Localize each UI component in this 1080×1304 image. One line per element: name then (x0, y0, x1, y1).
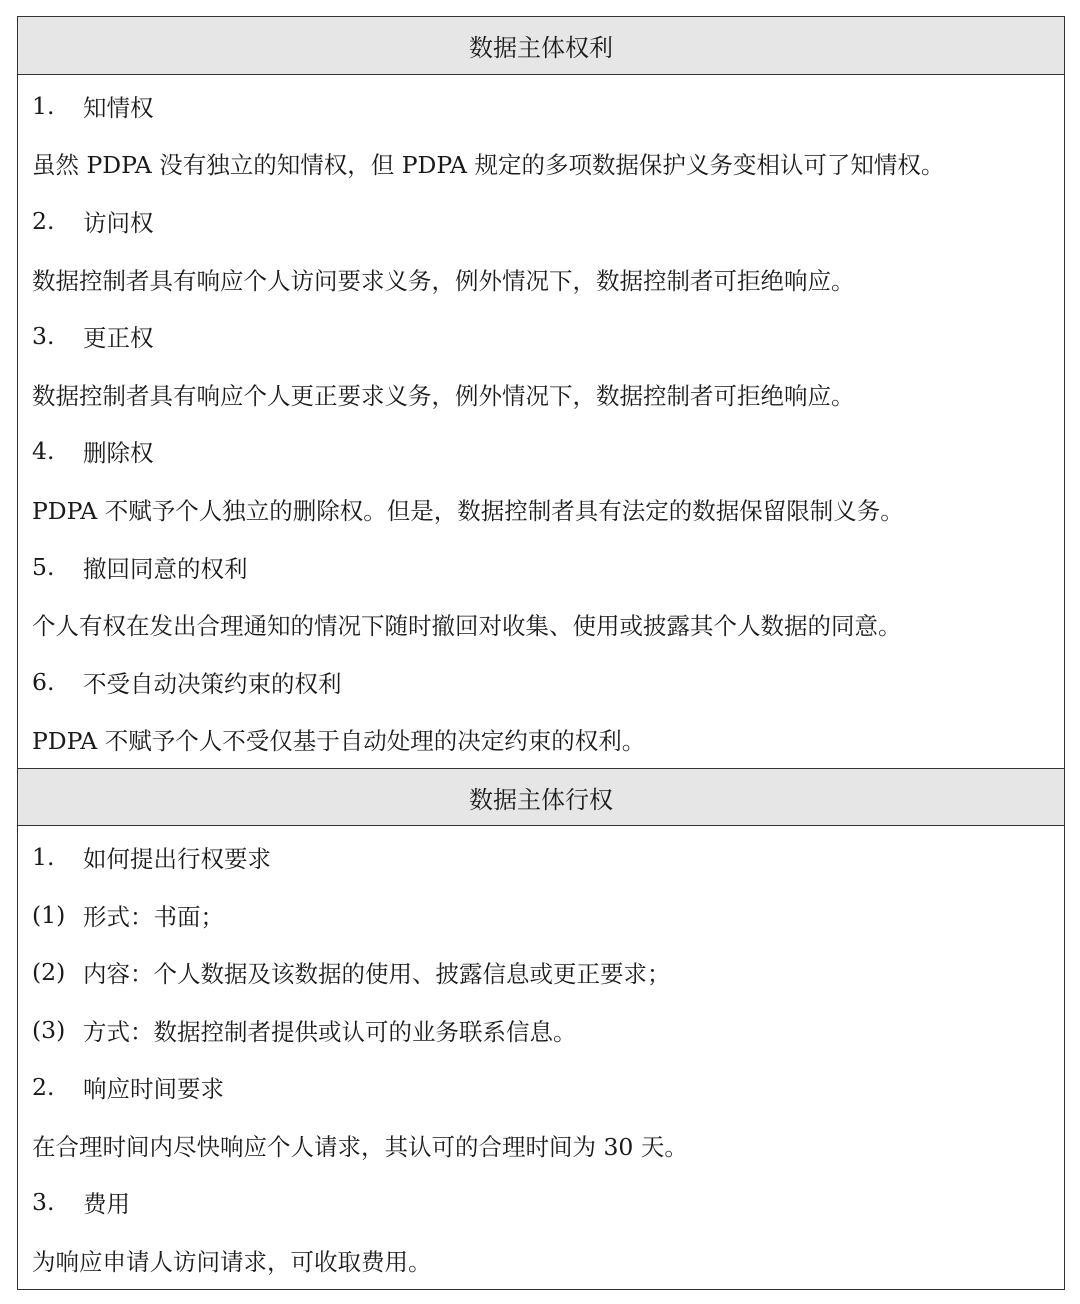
item-text: 不受自动决策约束的权利 (83, 669, 342, 698)
item-text: 如何提出行权要求 (83, 844, 271, 873)
rights-description (18, 711, 1064, 769)
item-number: 2. (32, 1073, 55, 1102)
item-number: 3. (32, 322, 55, 351)
exercise-subitem (18, 943, 1064, 1001)
item-number: 5. (32, 552, 55, 581)
section-body-exercise (18, 826, 1064, 1289)
exercise-item (18, 1059, 1064, 1117)
item-text: 知情权 (83, 93, 154, 122)
item-text: 更正权 (83, 324, 154, 353)
section-body-rights (18, 75, 1064, 768)
section-header-exercise: 数据主体行权 (18, 768, 1064, 826)
rights-item (18, 192, 1064, 250)
rights-item (18, 538, 1064, 596)
item-text: 在合理时间内尽快响应个人请求，其认可的合理时间为 30 天。 (32, 1132, 688, 1161)
exercise-subitem (18, 1001, 1064, 1059)
exercise-subitem (18, 886, 1064, 944)
section-header-rights: 数据主体权利 (18, 17, 1064, 75)
item-text: 数据控制者具有响应个人访问要求义务，例外情况下，数据控制者可拒绝响应。 (32, 266, 855, 295)
item-number: 1. (32, 842, 55, 871)
rights-description (18, 365, 1064, 423)
rights-description (18, 480, 1064, 538)
rights-item (18, 307, 1064, 365)
item-number: 3. (32, 1188, 55, 1217)
exercise-description (18, 1231, 1064, 1289)
item-number: 6. (32, 667, 55, 696)
item-text: 费用 (83, 1190, 130, 1219)
item-text: PDPA 不赋予个人独立的删除权。但是，数据控制者具有法定的数据保留限制义务。 (32, 496, 904, 525)
item-number: 2. (32, 206, 55, 235)
item-text: 访问权 (83, 208, 154, 237)
item-number: 1. (32, 91, 55, 120)
item-number: (3) (32, 1015, 66, 1044)
item-number: (1) (32, 900, 66, 929)
data-subject-table (17, 16, 1065, 1290)
item-text: 形式：书面； (83, 902, 224, 931)
item-number: 4. (32, 437, 55, 466)
rights-description (18, 250, 1064, 308)
item-text: 删除权 (83, 439, 154, 468)
exercise-item (18, 828, 1064, 886)
item-text: 撤回同意的权利 (83, 554, 248, 583)
item-text: 数据控制者具有响应个人更正要求义务，例外情况下，数据控制者可拒绝响应。 (32, 381, 855, 410)
item-text: 响应时间要求 (83, 1075, 224, 1104)
item-text: 虽然 PDPA 没有独立的知情权，但 PDPA 规定的多项数据保护义务变相认可了知情权。 (32, 151, 945, 180)
rights-item (18, 77, 1064, 135)
item-number: (2) (32, 958, 66, 987)
item-text: 个人有权在发出合理通知的情况下随时撤回对收集、使用或披露其个人数据的同意。 (32, 612, 902, 641)
rights-description (18, 135, 1064, 193)
item-text: 为响应申请人访问请求，可收取费用。 (32, 1248, 432, 1277)
rights-item (18, 653, 1064, 711)
exercise-item (18, 1174, 1064, 1232)
exercise-description (18, 1116, 1064, 1174)
item-text: 方式：数据控制者提供或认可的业务联系信息。 (83, 1017, 577, 1046)
item-text: 内容：个人数据及该数据的使用、披露信息或更正要求； (83, 960, 671, 989)
item-text: PDPA 不赋予个人不受仅基于自动处理的决定约束的权利。 (32, 727, 646, 756)
rights-item (18, 423, 1064, 481)
rights-description (18, 595, 1064, 653)
